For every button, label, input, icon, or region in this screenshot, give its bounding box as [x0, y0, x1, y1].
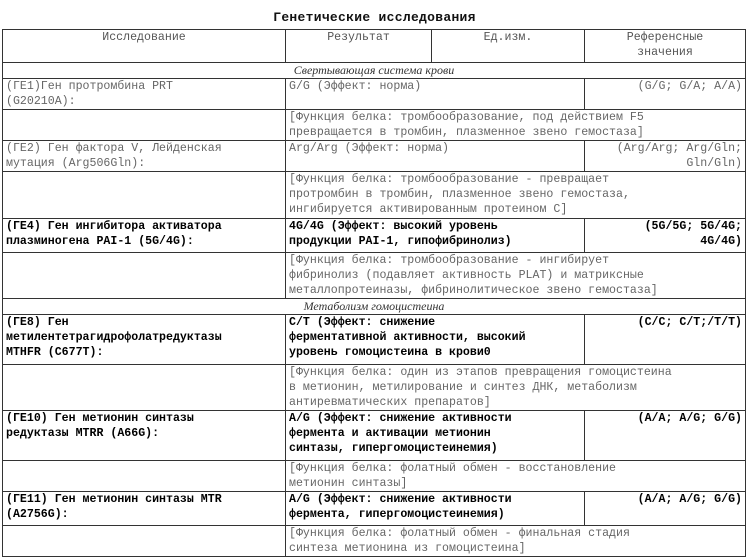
result-value — [286, 141, 585, 172]
function-line: металлопротеиназы, фибринолитическое звено гемостаза] — [289, 284, 658, 297]
protein-function — [286, 110, 746, 141]
function-line: [Функция белка: тромбообразование - превращает — [289, 173, 610, 186]
function-line: превращается в тромбин, плазменное звено гемостаза] — [289, 126, 644, 139]
result-line: ферментативной активности, высокий — [289, 331, 526, 344]
table-row — [3, 141, 746, 172]
reference-line: (A/A; A/G; G/G) — [637, 493, 742, 506]
function-spacer — [3, 526, 286, 557]
protein-function — [286, 526, 746, 557]
function-line: фибринолиз (подавляет активность PLAT) и матриксные — [289, 269, 644, 282]
section-title-coagulation: Свертывающая система крови — [3, 63, 746, 79]
result-line: C/T (Эффект: снижение — [289, 316, 436, 329]
reference-line: 4G/4G) — [700, 235, 742, 248]
page-title: Генетические исследования — [273, 10, 476, 25]
function-line: в метионин, метилирование и синтез ДНК, метаболизм — [289, 381, 637, 394]
function-spacer — [3, 110, 286, 141]
result-line: 4G/4G (Эффект: высокий уровень — [289, 220, 498, 233]
function-row — [3, 365, 746, 411]
study-name-line: MTHFR (C677T): — [6, 346, 104, 359]
reference-values — [585, 315, 746, 365]
section-row-homocysteine — [3, 299, 746, 315]
study-name-line: редуктазы MTRR (A66G): — [6, 427, 160, 440]
result-value — [286, 315, 585, 365]
result-line: G/G (Эффект: норма) — [289, 80, 422, 93]
function-line: синтеза метионина из гомоцистеина] — [289, 542, 526, 555]
col-header-reference-line1: Референсные — [626, 31, 704, 44]
col-header-study: Исследование — [3, 30, 286, 63]
function-row — [3, 526, 746, 557]
study-name — [3, 219, 286, 253]
col-header-unit: Ед.изм. — [432, 30, 585, 63]
study-name-line: (ГЕ4) Ген ингибитора активатора — [6, 220, 222, 233]
result-line: синтазы, гипергомоцистеинемия) — [289, 442, 498, 455]
reference-values — [585, 492, 746, 526]
result-value — [286, 219, 585, 253]
reference-line: (Arg/Arg; Arg/Gln; — [616, 142, 742, 155]
function-line: метионин синтазы] — [289, 477, 408, 490]
reference-line: (C/C; C/T;/T/T) — [637, 316, 742, 329]
function-line: [Функция белка: один из этапов превращения гомоцистеина — [289, 366, 672, 379]
function-row — [3, 461, 746, 492]
study-name-line: (ГЕ1)Ген протромбина PRT — [6, 80, 173, 93]
table-header-row — [3, 30, 746, 63]
reference-line: (5G/5G; 5G/4G; — [644, 220, 742, 233]
study-name-line: (ГЕ2) Ген фактора V, Лейденская — [6, 142, 222, 155]
function-spacer — [3, 253, 286, 299]
study-name — [3, 492, 286, 526]
function-spacer — [3, 461, 286, 492]
result-line: A/G (Эффект: снижение активности — [289, 412, 512, 425]
protein-function — [286, 253, 746, 299]
result-line: A/G (Эффект: снижение активности — [289, 493, 512, 506]
result-line: фермента и активации метионин — [289, 427, 491, 440]
reference-values — [585, 79, 746, 110]
reference-values — [585, 141, 746, 172]
study-name-line: (ГЕ10) Ген метионин синтазы — [6, 412, 194, 425]
study-name — [3, 79, 286, 110]
table-row — [3, 315, 746, 365]
col-header-reference — [585, 30, 746, 63]
result-line: фермента, гипергомоцистеинемия) — [289, 508, 505, 521]
section-row-coagulation — [3, 63, 746, 79]
function-line: антиревматических препаратов] — [289, 396, 491, 409]
study-name-line: (G20210A): — [6, 95, 76, 108]
table-row — [3, 79, 746, 110]
protein-function — [286, 365, 746, 411]
reference-line: (A/A; A/G; G/G) — [637, 412, 742, 425]
result-value — [286, 79, 585, 110]
study-name-line: (ГЕ11) Ген метионин синтазы MTR — [6, 493, 222, 506]
function-row — [3, 110, 746, 141]
study-name-line: метилентетрагидрофолатредуктазы — [6, 331, 222, 344]
col-header-result: Результат — [286, 30, 432, 63]
function-spacer — [3, 365, 286, 411]
function-line: ингибируется активированным протеином С] — [289, 203, 568, 216]
study-name-line: плазминогена PAI-1 (5G/4G): — [6, 235, 194, 248]
function-line: [Функция белка: тромбообразование, под действием F5 — [289, 111, 644, 124]
result-line: уровень гомоцистеина в крови0 — [289, 346, 491, 359]
genetic-results-table — [2, 29, 746, 557]
table-row — [3, 411, 746, 461]
function-row — [3, 253, 746, 299]
study-name — [3, 315, 286, 365]
reference-values — [585, 411, 746, 461]
reference-line: (G/G; G/A; A/A) — [637, 80, 742, 93]
reference-values — [585, 219, 746, 253]
function-spacer — [3, 172, 286, 219]
study-name — [3, 411, 286, 461]
function-line: [Функция белка: фолатный обмен - финальная стадия — [289, 527, 630, 540]
table-row — [3, 219, 746, 253]
col-header-reference-line2: значения — [637, 46, 693, 59]
study-name-line: мутация (Arg506Gln): — [6, 157, 146, 170]
study-name-line: (ГЕ8) Ген — [6, 316, 69, 329]
function-line: [Функция белка: тромбообразование - ингибирует — [289, 254, 610, 267]
result-value — [286, 492, 585, 526]
function-line: протромбин в тромбин, плазменное звено гемостаза, — [289, 188, 630, 201]
reference-line: Gln/Gln) — [686, 157, 742, 170]
table-row — [3, 492, 746, 526]
result-value — [286, 411, 585, 461]
result-line: продукции PAI-1, гипофибринолиз) — [289, 235, 512, 248]
study-name — [3, 141, 286, 172]
result-line: Arg/Arg (Эффект: норма) — [289, 142, 450, 155]
study-name-line: (A2756G): — [6, 508, 69, 521]
protein-function — [286, 461, 746, 492]
section-title-homocysteine: Метаболизм гомоцистеина — [3, 299, 746, 315]
function-row — [3, 172, 746, 219]
protein-function — [286, 172, 746, 219]
function-line: [Функция белка: фолатный обмен - восстановление — [289, 462, 616, 475]
